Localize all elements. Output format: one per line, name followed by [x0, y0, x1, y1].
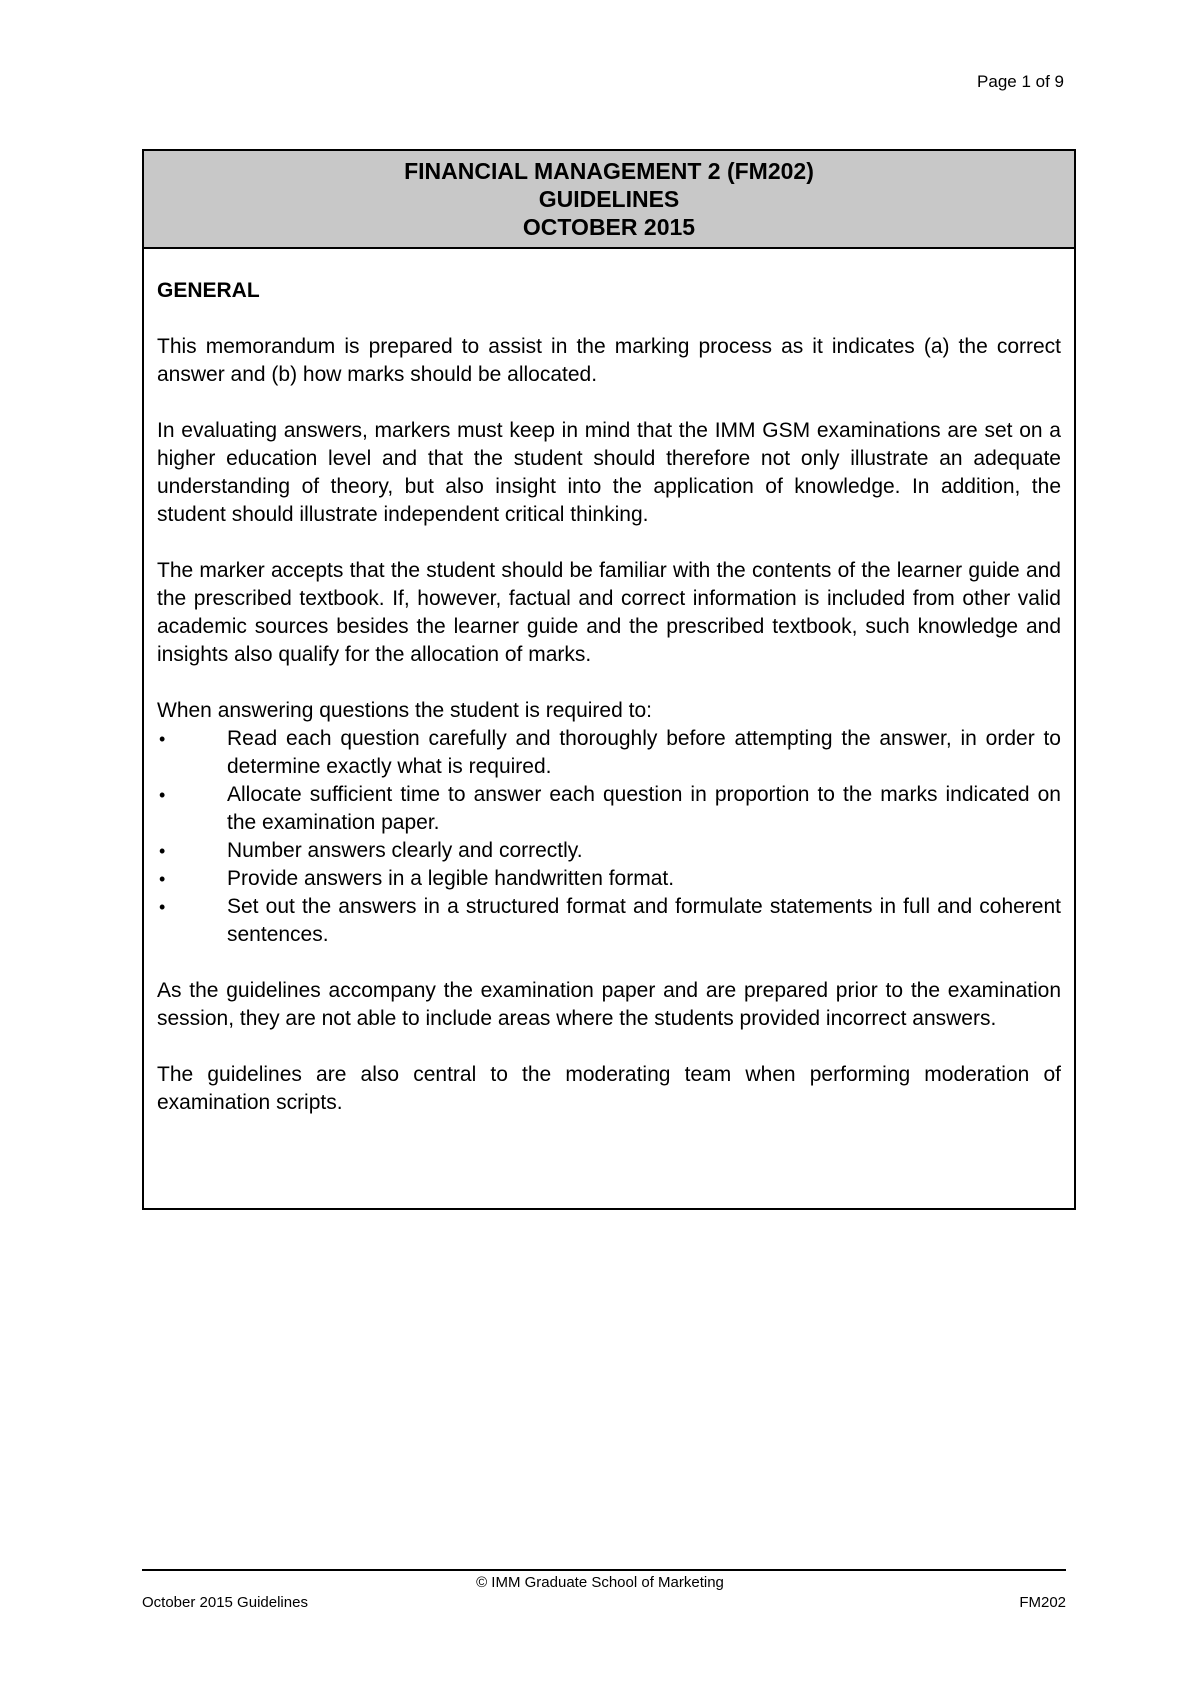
section-heading: GENERAL: [157, 279, 260, 302]
paragraph: In evaluating answers, markers must keep in mind that the IMM GSM examinations are set on a higher education level and that the student should therefore not only illustrate an adequate understanding of theory, but also insight into the application of knowledge. In addition, the student should illustrate independent critical thinking.: [157, 419, 1061, 526]
list-item-text: Allocate sufficient time to answer each question in proportion to the marks indicated on the examination paper.: [227, 783, 1061, 834]
list-item-text: Read each question carefully and thoroughly before attempting the answer, in order to determine exactly what is required.: [227, 727, 1061, 778]
footer-course-code: FM202: [1019, 1594, 1066, 1611]
guidelines-box: [142, 149, 1076, 1210]
bullet-icon: •: [159, 897, 166, 917]
requirements-list: [157, 725, 1061, 949]
list-item-text: Provide answers in a legible handwritten format.: [227, 867, 675, 890]
list-item: [157, 725, 1061, 781]
paragraph: As the guidelines accompany the examination paper and are prepared prior to the examination session, they are not able to include areas where the students provided incorrect answers.: [157, 979, 1061, 1030]
document-type: GUIDELINES: [538, 186, 680, 212]
paragraph: This memorandum is prepared to assist in the marking process as it indicates (a) the correct answer and (b) how marks should be allocated.: [157, 335, 1061, 386]
general-section: [144, 249, 1074, 1117]
page-number: Page 1 of 9: [977, 72, 1064, 91]
exam-session: OCTOBER 2015: [522, 214, 696, 240]
footer-copyright: © IMM Graduate School of Marketing: [476, 1574, 724, 1591]
bullet-icon: •: [159, 785, 166, 805]
list-item-text: Set out the answers in a structured format and formulate statements in full and coherent sentences.: [227, 895, 1061, 946]
bullet-icon: •: [159, 869, 166, 889]
bullet-icon: •: [159, 729, 166, 749]
document-title: [144, 151, 1074, 249]
list-item-text: Number answers clearly and correctly.: [227, 839, 583, 862]
footer-divider: [142, 1569, 1066, 1571]
list-item: [157, 865, 1061, 893]
footer-session: October 2015 Guidelines: [142, 1594, 308, 1611]
list-item: [157, 781, 1061, 837]
paragraph: The guidelines are also central to the moderating team when performing moderation of examination scripts.: [157, 1063, 1061, 1114]
bullet-icon: •: [159, 841, 166, 861]
list-item: [157, 837, 1061, 865]
list-item: [157, 893, 1061, 949]
paragraph: The marker accepts that the student should be familiar with the contents of the learner guide and the prescribed textbook. If, however, factual and correct information is included from other valid academic sources besides the learner guide and the prescribed textbook, such knowledge and insights also qualify for the allocation of marks.: [157, 559, 1061, 666]
list-intro: When answering questions the student is required to:: [157, 699, 652, 722]
course-title: FINANCIAL MANAGEMENT 2 (FM202): [404, 158, 814, 184]
